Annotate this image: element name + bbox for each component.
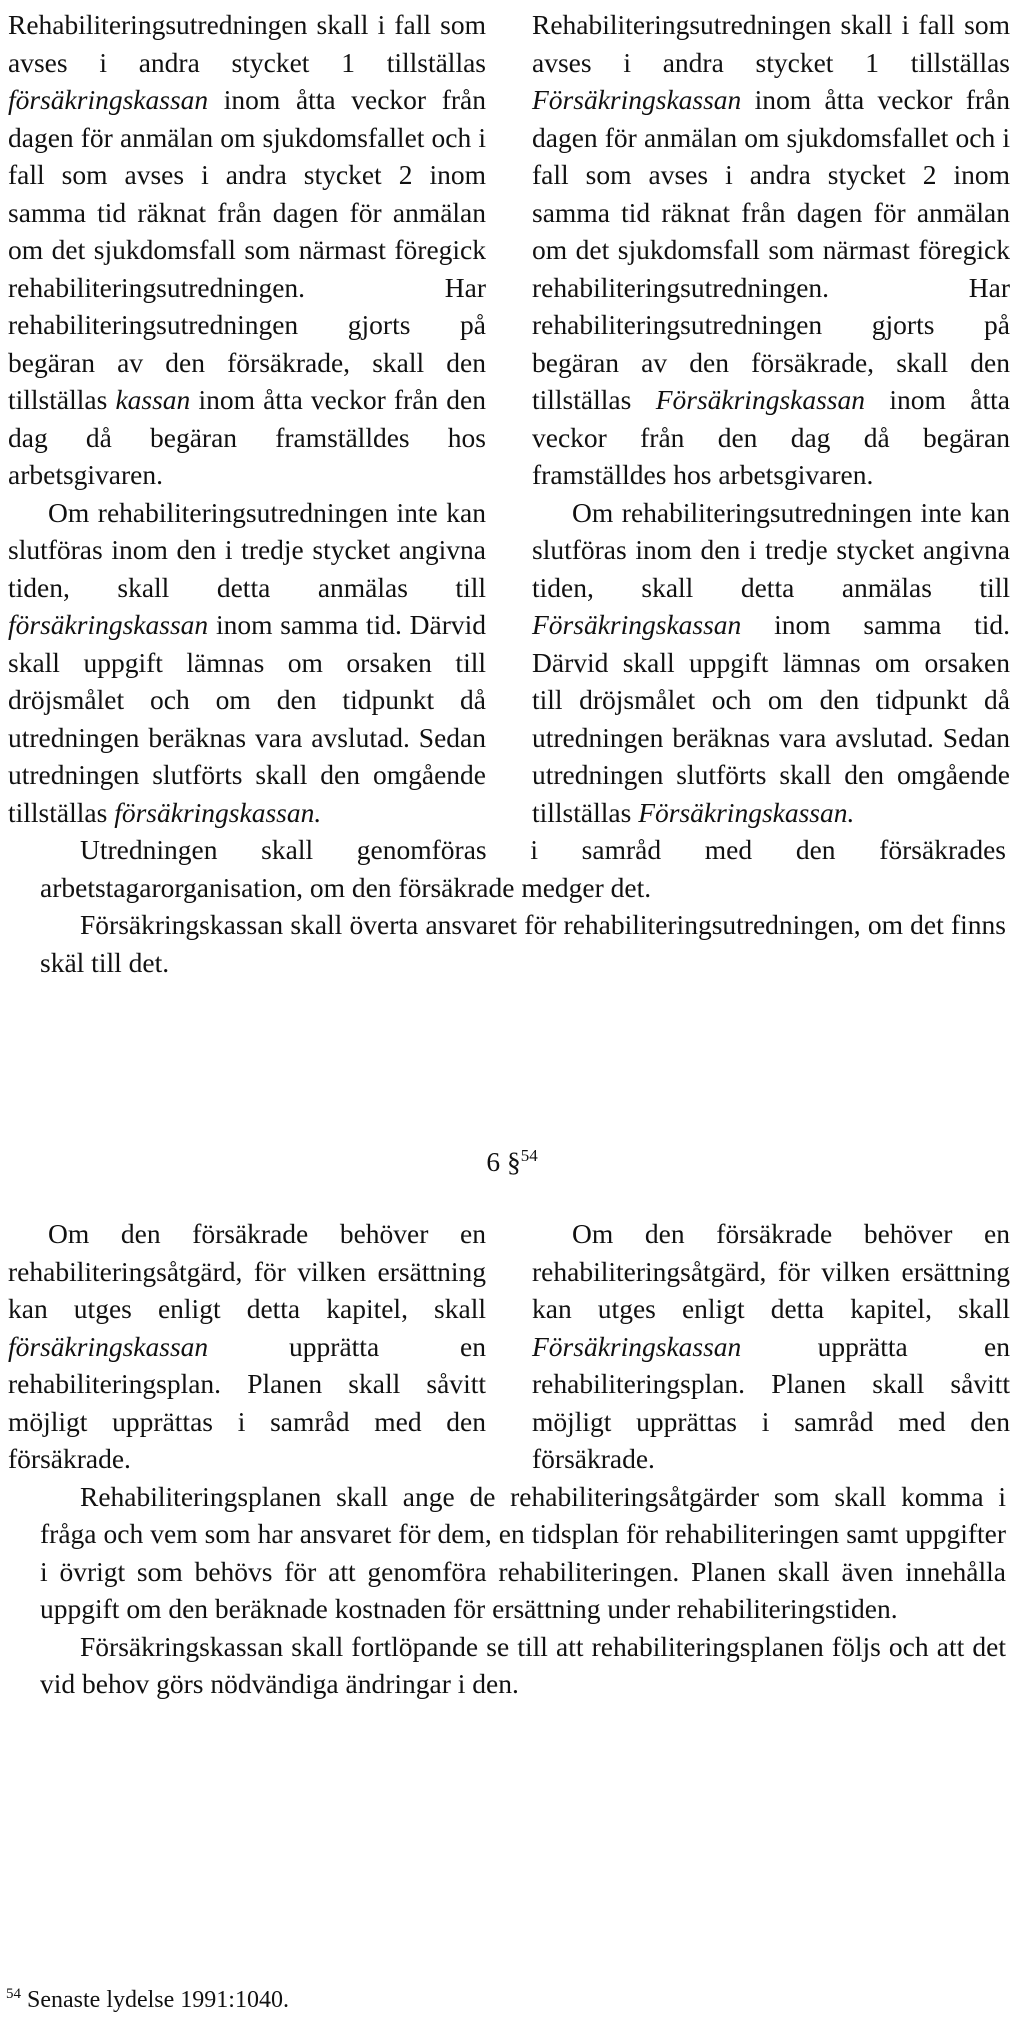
section-6: [0, 1145, 1024, 1703]
paragraph: [8, 494, 486, 832]
two-column-comparison: [0, 1215, 1024, 1478]
paragraph: Försäkringskassan skall överta ansvaret för rehabiliteringsutredningen, om det finns skäl till det.: [40, 909, 1006, 978]
text-run: inom samma tid. Därvid skall uppgift lämnas om orsaken till dröjsmålet och om den tidpunkt då utredningen beräknas vara avslutad. Sedan utredningen slutförts skall den omgående tillställas: [532, 609, 1010, 828]
paragraph: Rehabiliteringsplanen skall ange de rehabiliteringsåtgärder som skall komma i fråga och vem som har ansvaret för dem, en tidsplan för rehabiliteringen samt uppgifter i övrigt som behövs för att genomföra rehabiliteringen. Planen skall även innehålla uppgift om den beräknade kostnaden för ersättning under rehabiliteringstiden.: [40, 1480, 1006, 1624]
text-run: Om den försäkrade behöver en rehabiliteringsåtgärd, för vilken ersättning kan utges enligt detta kapitel, skall: [532, 1218, 1010, 1324]
text-run: Om rehabiliteringsutredningen inte kan slutföras inom den i tredje stycket angivna tiden, skall detta anmälas till: [532, 496, 1010, 603]
column-current-wording: [8, 1215, 486, 1478]
paragraph: [532, 494, 1010, 832]
emphasized-term: Försäkringskassan: [655, 384, 865, 415]
footnote-reference: 54: [520, 1145, 538, 1165]
emphasized-term: försäkringskassan: [8, 84, 209, 115]
text-run: inom åtta veckor från den dag då begäran framställdes hos arbetsgivaren.: [8, 384, 486, 490]
footnote-text: Senaste lydelse 1991:1040.: [27, 1987, 289, 2013]
emphasized-term: Försäkringskassan: [532, 84, 742, 115]
text-run: Rehabiliteringsutredningen skall i fall som avses i andra stycket 1 tillställas: [8, 9, 486, 78]
full-width-text: [0, 831, 1024, 981]
paragraph: [532, 6, 1010, 494]
paragraph: Utredningen skall genomföras i samråd med den försäkrades arbetstagarorganisation, om den försäkrade medger det.: [40, 834, 1006, 903]
column-current-wording: [8, 6, 486, 831]
text-run: Rehabiliteringsutredningen skall i fall som avses i andra stycket 1 tillställas: [532, 9, 1010, 78]
emphasized-term: Försäkringskassan: [532, 609, 742, 640]
footnote-marker: 54: [6, 1986, 21, 2002]
section-number: 6 §: [486, 1146, 521, 1177]
column-proposed-wording: [532, 6, 1010, 831]
section-heading: [0, 1143, 1024, 1181]
section-5-continuation: [0, 6, 1024, 981]
paragraph: [8, 1215, 486, 1478]
paragraph: [532, 1215, 1010, 1478]
text-run: inom åtta veckor från den dag då begäran framställdes hos arbetsgivaren.: [532, 384, 1010, 490]
paragraph: Försäkringskassan skall fortlöpande se till att rehabiliteringsplanen följs och att det vid behov görs nödvändiga ändringar i den.: [40, 1630, 1006, 1699]
text-run: upprätta en rehabiliteringsplan. Planen skall såvitt möjligt upprättas i samråd med den försäkrade.: [8, 1330, 486, 1474]
text-run: inom åtta veckor från dagen för anmälan om sjukdomsfallet och i fall som avses i andra stycket 2 inom samma tid räknat från dagen för anmälan om det sjukdomsfall som närmast föregick rehabiliteringsutredningen. Har rehabiliteringsutredningen gjorts på begäran av den försäkrade, skall den tillställas: [532, 84, 1010, 415]
column-proposed-wording: [532, 1215, 1010, 1478]
emphasized-term: försäkringskassan.: [114, 796, 322, 828]
text-run: Om rehabiliteringsutredningen inte kan slutföras inom den i tredje stycket angivna tiden, skall detta anmälas till: [8, 496, 486, 603]
emphasized-term: försäkringskassan: [8, 1330, 209, 1362]
text-run: inom åtta veckor från dagen för anmälan om sjukdomsfallet och i fall som avses i andra stycket 2 inom samma tid räknat från dagen för anmälan om det sjukdomsfall som närmast föregick rehabiliteringsutredningen. Har rehabiliteringsutredningen gjorts på begäran av den försäkrade, skall den tillställas: [8, 84, 486, 415]
footnote: [6, 1985, 289, 2015]
text-run: inom samma tid. Därvid skall uppgift lämnas om orsaken till dröjsmålet och om den tidpunkt då utredningen beräknas vara avslutad. Sedan utredningen slutförts skall den omgående tillställas: [8, 609, 486, 828]
text-run: Om den försäkrade behöver en rehabiliteringsåtgärd, för vilken ersättning kan utges enligt detta kapitel, skall: [8, 1218, 486, 1324]
emphasized-term: kassan: [115, 384, 191, 415]
emphasized-term: försäkringskassan: [8, 609, 209, 640]
paragraph: [8, 6, 486, 494]
full-width-text: [0, 1478, 1024, 1703]
text-run: upprätta en rehabiliteringsplan. Planen skall såvitt möjligt upprättas i samråd med den försäkrade.: [532, 1330, 1010, 1474]
two-column-comparison: [0, 6, 1024, 831]
emphasized-term: Försäkringskassan.: [638, 796, 855, 828]
emphasized-term: Försäkringskassan: [532, 1330, 742, 1362]
